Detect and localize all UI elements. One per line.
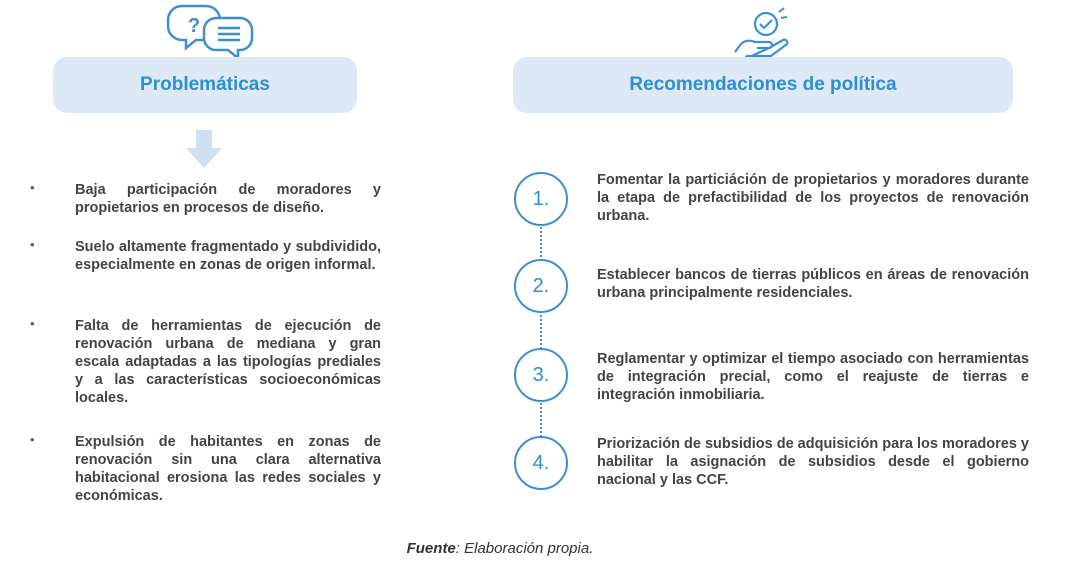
problem-text: Expulsión de habitantes en zonas de renovación sin una clara alternativa habitacional erosiona las redes sociales y económicas. [75,434,381,504]
bullet-dot: • [30,316,35,331]
bullet-dot: • [30,432,35,447]
question-chat-icon [152,2,262,64]
problems-header [53,57,357,113]
step-number-3: 3. [514,348,568,402]
recommendation-text-3: Reglamentar y optimizar el tiempo asociado con herramientas de integración precial, como el reajuste de tierras e integración inmobiliaria. [597,351,1029,403]
bullet-dot: • [30,180,35,195]
source-text: : Elaboración propia. [455,540,594,557]
problems-header-label: Problemáticas [140,74,270,95]
problem-text: Baja participación de moradores y propietarios en procesos de diseño. [75,182,381,216]
recommendation-text-2: Establecer bancos de tierras públicos en áreas de renovación urbana principalmente residenciales. [597,267,1029,301]
step-number-2: 2. [514,259,568,313]
down-arrow-icon [184,130,224,170]
question-mark-glyph: ? [187,15,201,37]
problem-text: Suelo altamente fragmentado y subdividido, especialmente en zonas de origen informal. [75,239,381,273]
recommendations-header [513,57,1013,113]
recommendations-header-label: Recomendaciones de política [629,74,897,95]
problem-text: Falta de herramientas de ejecución de renovación urbana de mediana y gran escala adaptadas a las tipologías prediales y a las características socioeconómicas locales. [75,318,381,406]
source-caption [0,540,1000,557]
recommendation-text-4: Priorización de subsidios de adquisición para los moradores y habilitar la asignación de subsidios desde el gobierno nacional y las CCF. [597,436,1029,488]
step-number-4: 4. [514,436,568,490]
source-label: Fuente [406,540,456,557]
recommendation-text-1: Fomentar la particiáción de propietarios y moradores durante la etapa de prefactibilidad de los proyectos de renovación urbana. [597,172,1029,224]
bullet-dot: • [30,237,35,252]
step-connector-line [540,215,542,445]
step-number-1: 1. [514,172,568,226]
